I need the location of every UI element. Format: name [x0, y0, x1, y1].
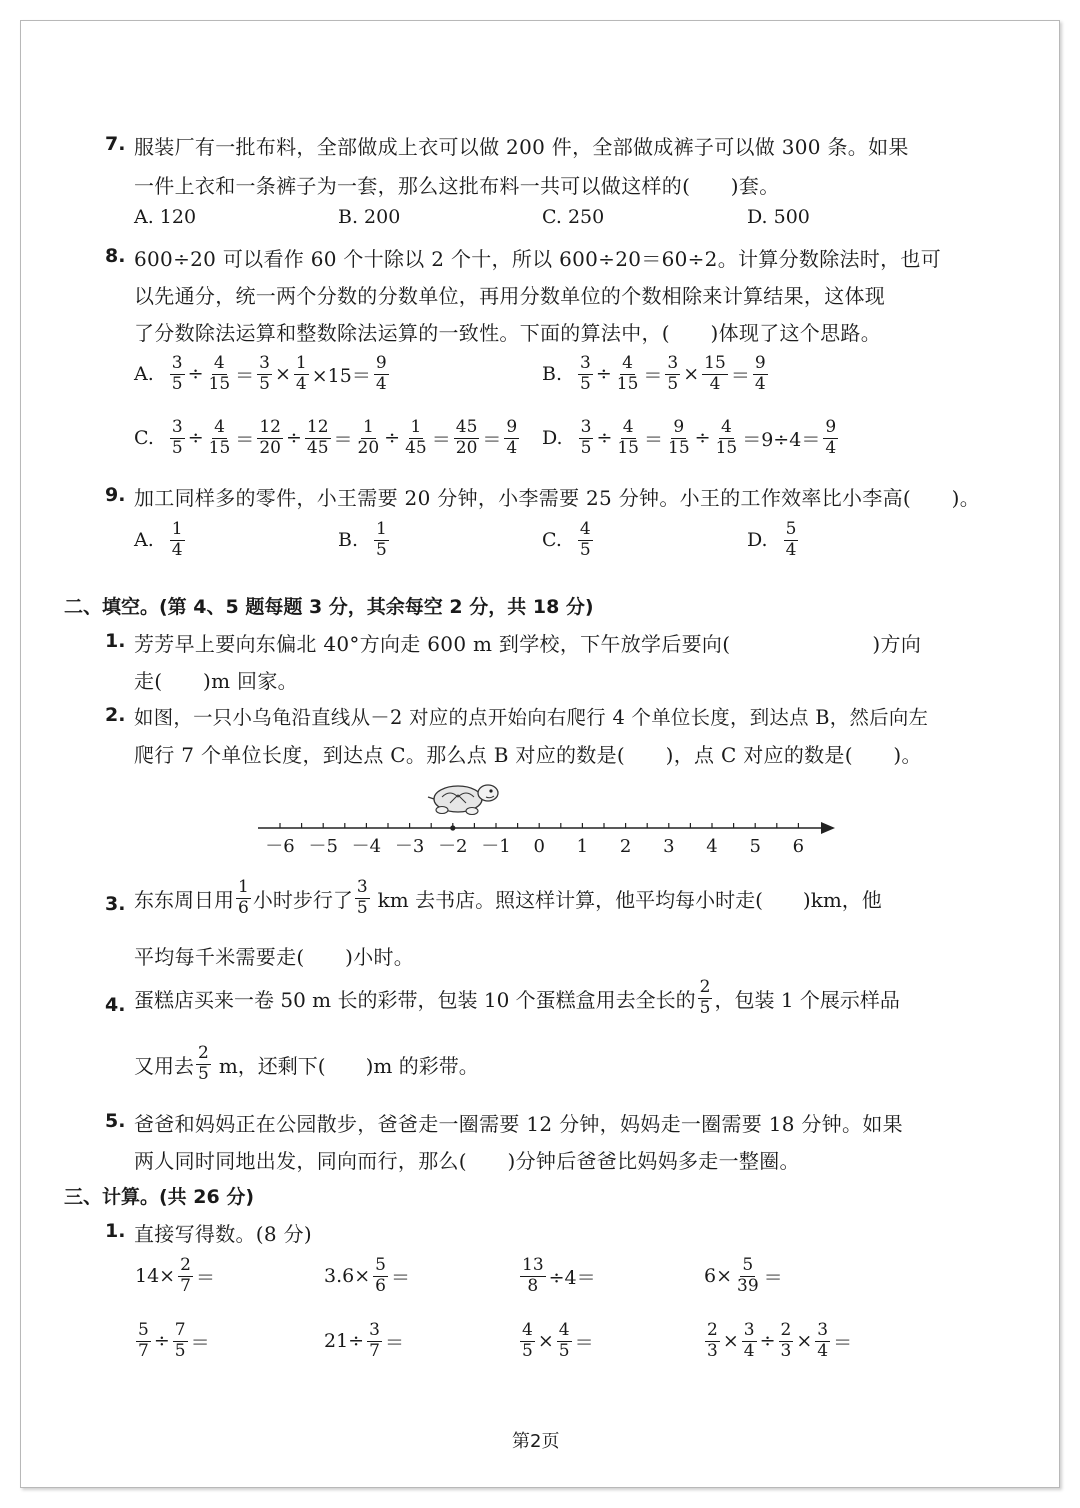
q8-number: 8.	[105, 245, 126, 267]
q8-option-c: C. $\frac{3}{5}$ ÷ $\frac{4}{15}$ ＝ $\frac{12}{20}$ ÷ $\frac{12}{45}$ ＝ $\frac{1}{20}$ ÷ $\frac{1}{45}$ ＝ $\frac{45}{20}$ ＝ $\frac{9}{4}$	[134, 417, 518, 458]
number-line-label: 1	[576, 836, 589, 857]
number-line-label: －6	[265, 836, 295, 857]
q9-line1: 加工同样多的零件，小王需要 20 分钟，小李需要 25 分钟。小王的工作效率比小李高( )。	[134, 486, 981, 510]
number-line-label: －2	[438, 836, 468, 857]
s2-q5-line1: 爸爸和妈妈正在公园散步，爸爸走一圈需要 12 分钟，妈妈走一圈需要 18 分钟。如果	[134, 1112, 903, 1136]
s2-q1-line1: 芳芳早上要向东偏北 40°方向走 600 m 到学校，下午放学后要向( )方向	[134, 632, 922, 656]
q9-option-b: B. $\frac{1}{5}$	[338, 519, 387, 560]
calc-2: 3.6× $\frac{5}{6}$ ＝	[324, 1255, 410, 1296]
q8-option-c-label: C.	[134, 427, 154, 450]
calc-3: $\frac{13}{8}$ ÷4＝	[522, 1255, 596, 1296]
q7-option-a: A. 120	[134, 206, 197, 228]
number-line-label: －5	[308, 836, 338, 857]
number-line-label: －3	[394, 836, 425, 857]
number-line-label: －4	[351, 836, 382, 857]
q7-option-d: D. 500	[747, 206, 810, 228]
q8-option-b-label: B.	[542, 363, 563, 386]
s2-q4-line2: 又用去 $\frac{2}{5}$ m，还剩下( )m 的彩带。	[134, 1043, 479, 1084]
number-line-label: 3	[663, 836, 675, 857]
q8-option-a-label: A.	[134, 363, 154, 386]
s3-q1-number: 1.	[105, 1220, 126, 1242]
q8-line3: 了分数除法运算和整数除法运算的一致性。下面的算法中，( )体现了这个思路。	[134, 321, 882, 345]
number-line-label: 2	[619, 836, 632, 857]
q9-number: 9.	[105, 484, 126, 506]
calc-1: 14× $\frac{2}{7}$ ＝	[135, 1255, 215, 1296]
number-line-label: 0	[533, 836, 545, 857]
calc-7: $\frac{4}{5}$ × $\frac{4}{5}$ ＝	[522, 1320, 594, 1361]
section3-title: 三、计算。(共 26 分)	[64, 1186, 255, 1208]
number-line-label: 5	[749, 836, 761, 857]
calc-5: $\frac{5}{7}$ ÷ $\frac{7}{5}$ ＝	[138, 1320, 210, 1361]
s2-q3-line2: 平均每千米需要走( )小时。	[134, 945, 415, 969]
page-number: 第2页	[512, 1431, 560, 1452]
q8-option-d-label: D.	[542, 427, 563, 450]
q8-line1: 600÷20 可以看作 60 个十除以 2 个十，所以 600÷20＝60÷2。计算分数除法时，也可	[134, 247, 942, 271]
s2-q3-line1: 东东周日用 $\frac{1}{6}$ 小时步行了 $\frac{3}{5}$ km 去书店。照这样计算，他平均每小时走( )km，他	[134, 877, 882, 918]
q7-line1: 服装厂有一批布料，全部做成上衣可以做 200 件，全部做成裤子可以做 300 条。如果	[134, 135, 909, 159]
section2-title: 二、填空。(第 4、5 题每题 3 分，其余每空 2 分，共 18 分)	[64, 596, 594, 618]
q7-option-b: B. 200	[338, 206, 401, 228]
q7-number: 7.	[105, 133, 126, 155]
number-line-label: －1	[481, 836, 511, 857]
calc-6: 21÷ $\frac{3}{7}$ ＝	[324, 1320, 404, 1361]
s3-q1-text: 直接写得数。(8 分)	[134, 1222, 312, 1246]
q8-option-a: A. $\frac{3}{5}$ ÷ $\frac{4}{15}$ ＝ $\frac{3}{5}$ × $\frac{1}{4}$ ×15＝ $\frac{9}{4}$	[134, 353, 387, 394]
q9-option-c: C. $\frac{4}{5}$	[542, 519, 591, 560]
s2-q2-line1: 如图，一只小乌龟沿直线从－2 对应的点开始向右爬行 4 个单位长度，到达点 B，然后向左	[134, 706, 929, 729]
s2-q2-line2: 爬行 7 个单位长度，到达点 C。那么点 B 对应的数是( )，点 C 对应的数是( )。	[134, 743, 922, 767]
q8-option-d: D. $\frac{3}{5}$ ÷ $\frac{4}{15}$ ＝ $\frac{9}{15}$ ÷ $\frac{4}{15}$ ＝9÷4＝ $\frac{9}{4}$	[542, 417, 837, 458]
start-point	[450, 825, 455, 830]
s2-q4-number: 4.	[105, 994, 126, 1016]
turtle-icon	[428, 785, 498, 815]
number-line-arrow	[821, 822, 835, 834]
q7-line2: 一件上衣和一条裤子为一套，那么这批布料一共可以做这样的( )套。	[134, 174, 780, 198]
s2-q1-number: 1.	[105, 630, 126, 652]
calc-4: 6× $\frac{5}{39}$ ＝	[704, 1255, 783, 1296]
s2-q3-number: 3.	[105, 893, 126, 915]
calc-8: $\frac{2}{3}$ × $\frac{3}{4}$ ÷ $\frac{2}{3}$ × $\frac{3}{4}$ ＝	[707, 1320, 853, 1361]
s2-q5-line2: 两人同时同地出发，同向而行，那么( )分钟后爸爸比妈妈多走一整圈。	[134, 1149, 800, 1173]
number-line	[250, 775, 850, 865]
q8-line2: 以先通分，统一两个分数的分数单位，再用分数单位的个数相除来计算结果，这体现	[134, 284, 886, 308]
q8-option-b: B. $\frac{3}{5}$ ÷ $\frac{4}{15}$ ＝ $\frac{3}{5}$ × $\frac{15}{4}$ ＝ $\frac{9}{4}$	[542, 353, 766, 394]
number-line-label: 6	[792, 836, 805, 857]
q9-option-d: D. $\frac{5}{4}$	[747, 519, 797, 560]
s2-q5-number: 5.	[105, 1110, 126, 1132]
q9-option-a: A. $\frac{1}{4}$	[134, 519, 183, 560]
s2-q1-line2: 走( )m 回家。	[134, 669, 298, 693]
s2-q2-number: 2.	[105, 704, 126, 726]
s2-q4-line1: 蛋糕店买来一卷 50 m 长的彩带，包装 10 个蛋糕盒用去全长的 $\frac{2}{5}$ ，包装 1 个展示样品	[134, 977, 900, 1018]
q7-option-c: C. 250	[542, 206, 605, 228]
number-line-label: 4	[706, 836, 718, 857]
